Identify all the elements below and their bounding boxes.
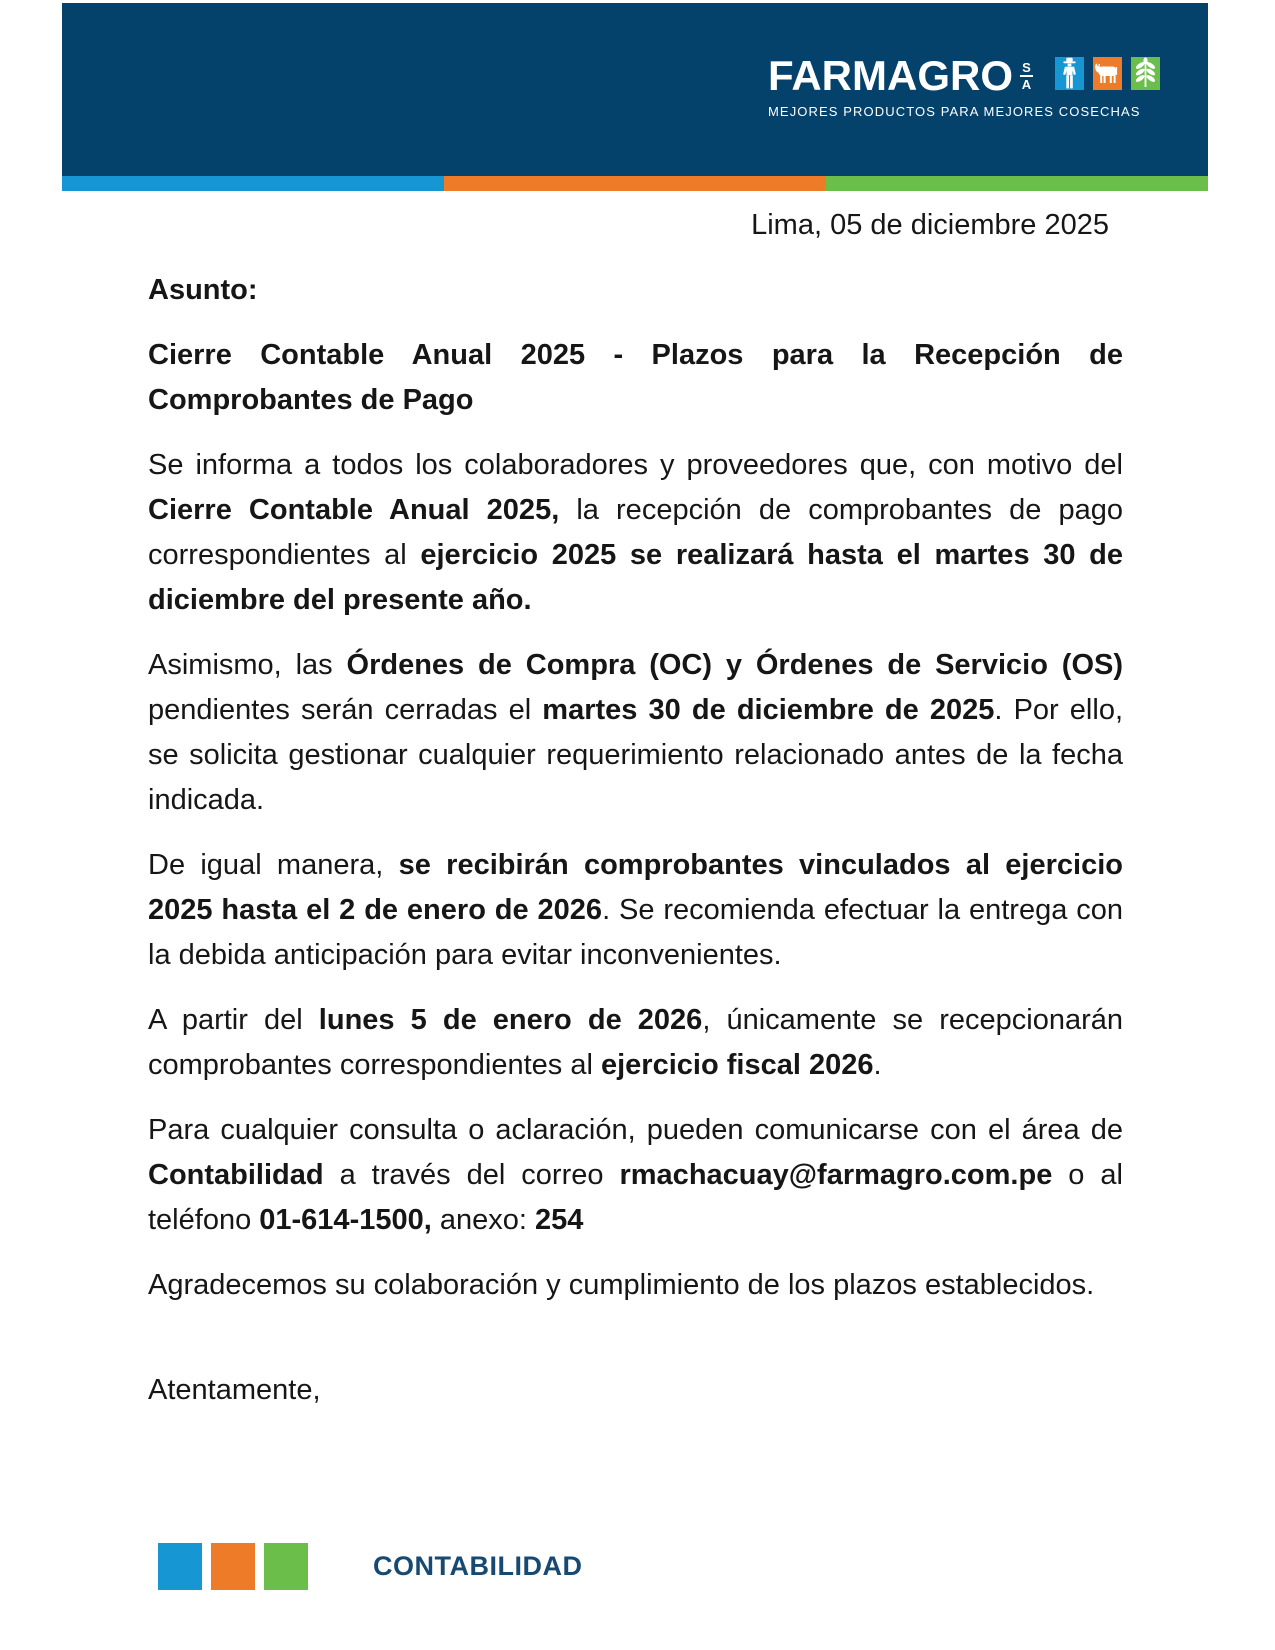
paragraph-5: Para cualquier consulta o aclaración, pueden comunicarse con el área de Contabilidad a través del correo rmachacuay@farmagro.com.pe o al teléfono 01-614-1500, anexo: 254: [148, 1114, 1123, 1236]
wheat-icon: [1131, 57, 1160, 90]
green-square: [264, 1543, 308, 1590]
stripe-blue: [62, 176, 444, 191]
footer-squares: [158, 1543, 317, 1590]
paragraph-1: Se informa a todos los colaboradores y proveedores que, con motivo del Cierre Contable Anual 2025, la recepción de comprobantes de pago correspondientes al ejercicio 2025 se realizará hasta el martes 30 de diciembre del presente año.: [148, 449, 1123, 616]
signature-block: [158, 1543, 582, 1590]
paragraph-4: A partir del lunes 5 de enero de 2026, únicamente se recepcionarán comprobantes correspondientes al ejercicio fiscal 2026.: [148, 1004, 1123, 1081]
cow-icon: [1093, 57, 1122, 90]
logo-wordmark: FARMAGRO: [768, 52, 1013, 99]
farmagro-logo: [768, 52, 1160, 119]
date-line: Lima, 05 de diciembre 2025: [751, 209, 1109, 241]
logo-tagline: MEJORES PRODUCTOS PARA MEJORES COSECHAS: [768, 104, 1141, 119]
blue-square: [158, 1543, 202, 1590]
closing-line: Atentamente,: [148, 1374, 321, 1406]
stripe-green: [826, 176, 1208, 191]
subject-label: Asunto:: [148, 274, 258, 306]
logo-row: [768, 52, 1160, 99]
logo-sa-s: S: [1022, 60, 1031, 75]
paragraph-2: Asimismo, las Órdenes de Compra (OC) y Órdenes de Servicio (OS) pendientes serán cerradas el martes 30 de diciembre de 2025. Por ello, se solicita gestionar cualquier requerimiento relacionado antes de la fecha indicada.: [148, 649, 1124, 816]
subject-title: Cierre Contable Anual 2025 - Plazos para la Recepción de Comprobantes de Pago: [148, 339, 1123, 416]
logo-sa-a: A: [1021, 77, 1032, 92]
logo-sa-suffix: [1020, 61, 1033, 91]
orange-square: [211, 1543, 255, 1590]
stripe-orange: [444, 176, 826, 191]
farmer-icon: [1055, 57, 1084, 90]
department-name: CONTABILIDAD: [373, 1551, 583, 1581]
header-stripe: [62, 176, 1208, 191]
logo-icon-squares: [1046, 57, 1160, 90]
letter-body: [148, 191, 1123, 1413]
paragraph-6: Agradecemos su colaboración y cumplimiento de los plazos establecidos.: [148, 1269, 1095, 1301]
paragraph-3: De igual manera, se recibirán comprobantes vinculados al ejercicio 2025 hasta el 2 de enero de 2026. Se recomienda efectuar la entrega con la debida anticipación para evitar inconvenientes.: [148, 849, 1123, 971]
header-band: [62, 3, 1208, 176]
